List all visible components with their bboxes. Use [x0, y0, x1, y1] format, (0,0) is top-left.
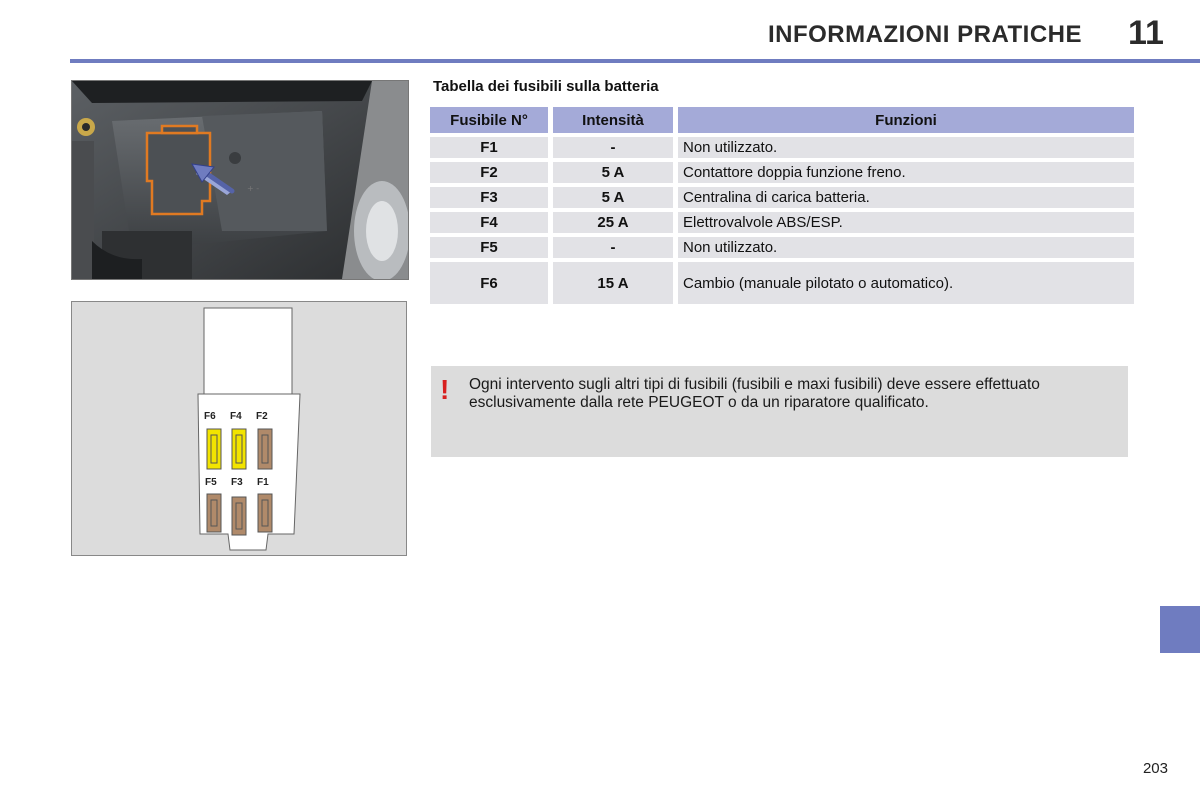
fuse-amperage: 5 A: [553, 187, 673, 208]
table-row: [430, 137, 1134, 158]
fuse-amperage: -: [553, 137, 673, 158]
fuse-function: Non utilizzato.: [678, 137, 1134, 158]
fuse-f1: [258, 494, 272, 532]
table-row: [430, 212, 1134, 233]
fuse-f2: [258, 429, 272, 469]
fuse-amperage: 25 A: [553, 212, 673, 233]
svg-text:+ -: + -: [247, 184, 260, 193]
fuse-table: [425, 103, 1139, 308]
fuse-f5: [207, 494, 221, 532]
fuse-number: F5: [430, 237, 548, 258]
table-row: [430, 187, 1134, 208]
table-row: [430, 262, 1134, 304]
fuse-number: F1: [430, 137, 548, 158]
fuse-number: F3: [430, 187, 548, 208]
chapter-number: 11: [1128, 14, 1164, 52]
fuse-f6: [207, 429, 221, 469]
fuse-amperage: 5 A: [553, 162, 673, 183]
page-number: 203: [1142, 760, 1168, 777]
fuse-amperage: -: [553, 237, 673, 258]
fuse-function: Centralina di carica batteria.: [678, 187, 1134, 208]
column-header-functions: Funzioni: [678, 107, 1134, 133]
column-header-amperage: Intensità: [553, 107, 673, 133]
engine-bay-photo: [71, 80, 409, 280]
fuse-label-f5: F5: [205, 477, 217, 488]
page-title: INFORMAZIONI PRATICHE: [767, 21, 1082, 48]
warning-text: Ogni intervento sugli altri tipi di fusibili (fusibili e maxi fusibili) deve essere effettuato esclusivamente dalla rete PEUGEOT o da un riparatore qualificato.: [469, 376, 1040, 411]
fuse-label-f1: F1: [257, 477, 269, 488]
warning-icon: !: [440, 374, 450, 405]
fuse-function: Non utilizzato.: [678, 237, 1134, 258]
fuse-amperage: 15 A: [553, 262, 673, 304]
table-header-row: [430, 107, 1134, 133]
table-row: [430, 162, 1134, 183]
fuse-layout-diagram: [71, 301, 407, 556]
fuse-label-f3: F3: [231, 477, 243, 488]
fuse-function: Cambio (manuale pilotato o automatico).: [678, 262, 1134, 304]
fuse-number: F4: [430, 212, 548, 233]
fuse-function: Elettrovalvole ABS/ESP.: [678, 212, 1134, 233]
fuse-function: Contattore doppia funzione freno.: [678, 162, 1134, 183]
fuse-label-f6: F6: [204, 411, 216, 422]
fuse-f3: [232, 497, 246, 535]
table-caption: Tabella dei fusibili sulla batteria: [433, 78, 659, 95]
chapter-tab: [1160, 606, 1200, 653]
fuse-label-f4: F4: [230, 411, 242, 422]
table-row: [430, 237, 1134, 258]
fuse-f4: [232, 429, 246, 469]
fuse-label-f2: F2: [256, 411, 268, 422]
fuse-number: F6: [430, 262, 548, 304]
warning-box: [431, 366, 1128, 457]
fuse-number: F2: [430, 162, 548, 183]
header-rule: [70, 59, 1200, 63]
column-header-fuse: Fusibile N°: [430, 107, 548, 133]
